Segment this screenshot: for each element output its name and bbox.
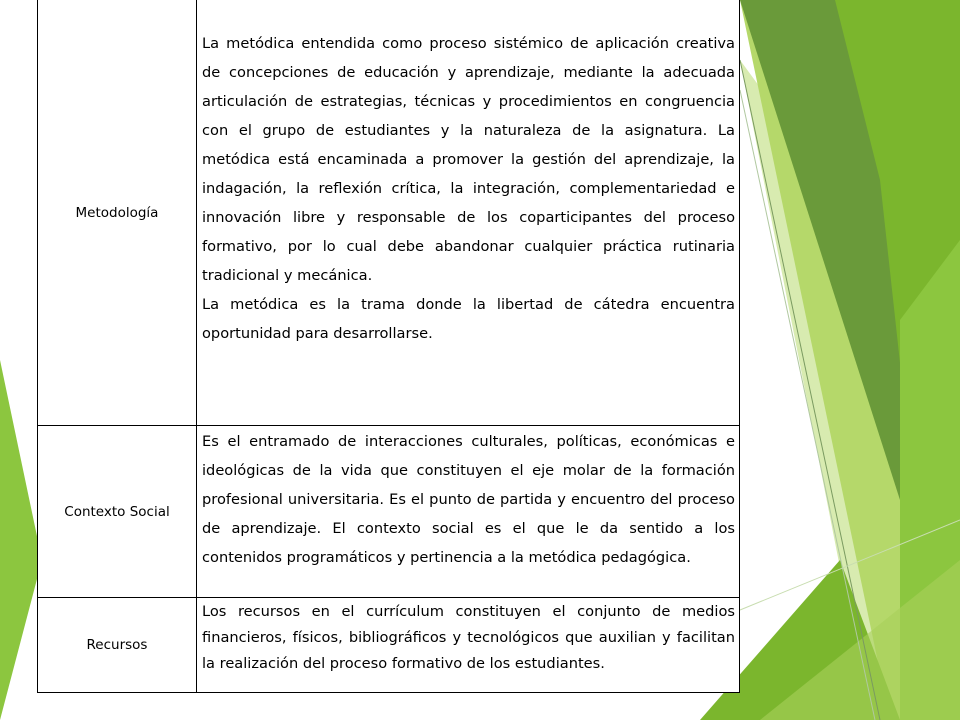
row-label: Recursos [38,598,197,693]
row-label: Metodología [38,0,197,426]
description-paragraph: Los recursos en el currículum constituyen el conjunto de medios financieros, físicos, bibliográficos y tecnológicos que auxilian y facilitan la realización del proceso formativo de los estudiantes. [202,603,735,672]
table-row [38,0,740,426]
row-description [197,426,740,598]
row-label: Contexto Social [38,426,197,598]
description-paragraph: Es el entramado de interacciones culturales, políticas, económicas e ideológicas de la vida que constituyen el eje molar de la formación profesional universitaria. Es el punto de partida y encuentro del proceso de aprendizaje. El contexto social es el que le da sentido a los contenidos programáticos y pertinencia a la metódica pedagógica. [202,433,735,566]
row-description [197,0,740,426]
description-paragraph: La metódica es la trama donde la libertad de cátedra encuentra oportunidad para desarrollarse. [202,296,735,342]
curriculum-table [37,0,740,693]
left-accent-shape [0,360,42,720]
description-paragraph: La metódica entendida como proceso sistémico de aplicación creativa de concepciones de educación y aprendizaje, mediante la adecuada articulación de estrategias, técnicas y procedimientos en congruencia con el grupo de estudiantes y la naturaleza de la asignatura. La metódica está encaminada a promover la gestión del aprendizaje, la indagación, la reflexión crítica, la integración, complementariedad e innovación libre y responsable de los coparticipantes del proceso formativo, por lo cual debe abandonar cualquier práctica rutinaria tradicional y mecánica. [202,35,735,284]
row-description [197,598,740,693]
table-row [38,598,740,693]
table-row [38,426,740,598]
